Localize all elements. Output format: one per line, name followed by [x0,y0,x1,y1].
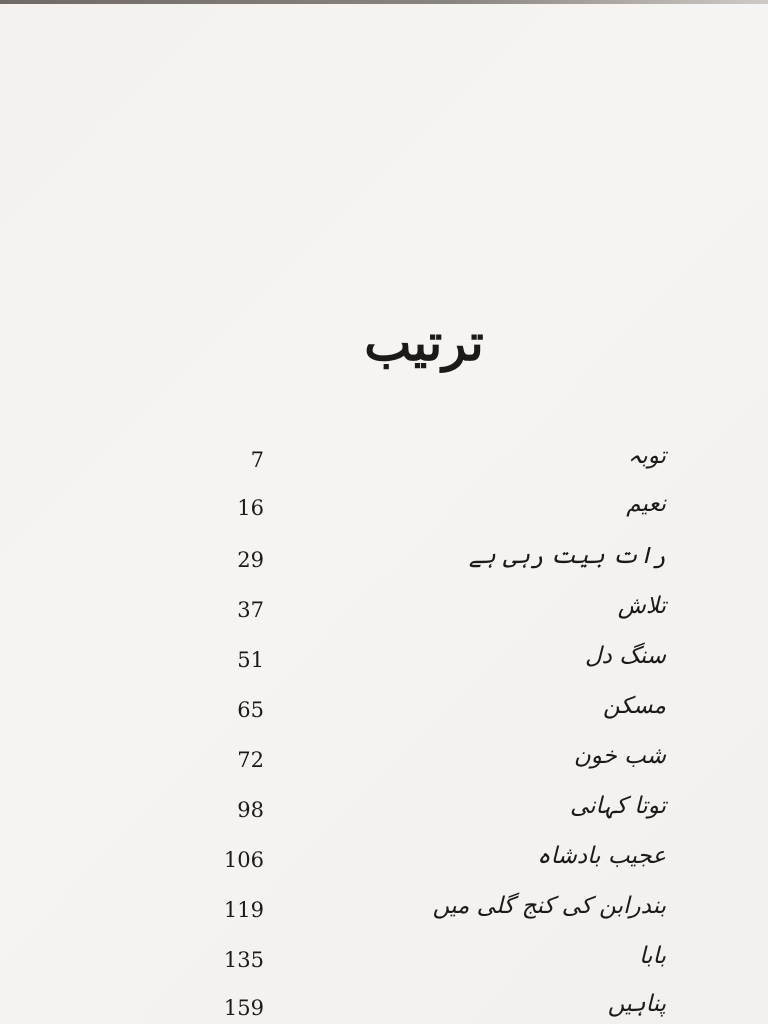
toc-entry-title: نعیم [626,491,666,517]
toc-entry [0,588,768,638]
toc-entry-page-number: 135 [223,948,264,972]
toc-entry-page-number: 65 [237,698,264,722]
toc-entry-title: توبہ [627,443,666,469]
toc-entry [0,538,768,588]
toc-entry-page-number: 29 [237,548,264,572]
toc-entry-page-number: 16 [237,496,264,520]
toc-entry-title: بابا [639,943,666,969]
toc-entry [0,638,768,688]
toc-entry-page-number: 159 [223,996,264,1020]
toc-entry-page-number: 51 [237,648,264,672]
toc-entry-page-number: 119 [223,898,264,922]
toc-entry [0,738,768,788]
toc-entry-title: عجیب بادشاہ [537,843,666,869]
toc-entry-title: سنگ دل [584,643,666,669]
toc-entry [0,986,768,1024]
toc-entry [0,486,768,536]
toc-entry-page-number: 37 [237,598,264,622]
page-title: ترتیب [364,313,484,372]
toc-entry [0,438,768,488]
page-top-edge [0,0,768,4]
toc-entry-title: بندرابن کی کنج گلی میں [432,893,666,919]
toc-entry-title: رات بیت رہی ہے [468,543,666,569]
toc-entry [0,838,768,888]
toc-entry-title: تلاش [617,593,666,619]
toc-entry [0,938,768,988]
toc-entry [0,888,768,938]
toc-entry [0,688,768,738]
toc-entry-page-number: 98 [237,798,264,822]
toc-entry-title: پناہیں [607,991,666,1017]
toc-entry [0,788,768,838]
toc-entry-title: مسکن [602,693,666,719]
toc-entry-page-number: 106 [223,848,264,872]
toc-entry-page-number: 7 [250,448,264,472]
toc-entry-title: شب خون [573,743,666,769]
toc-entry-page-number: 72 [237,748,264,772]
toc-entry-title: توتا کہانی [569,793,666,819]
table-of-contents [0,420,768,1024]
